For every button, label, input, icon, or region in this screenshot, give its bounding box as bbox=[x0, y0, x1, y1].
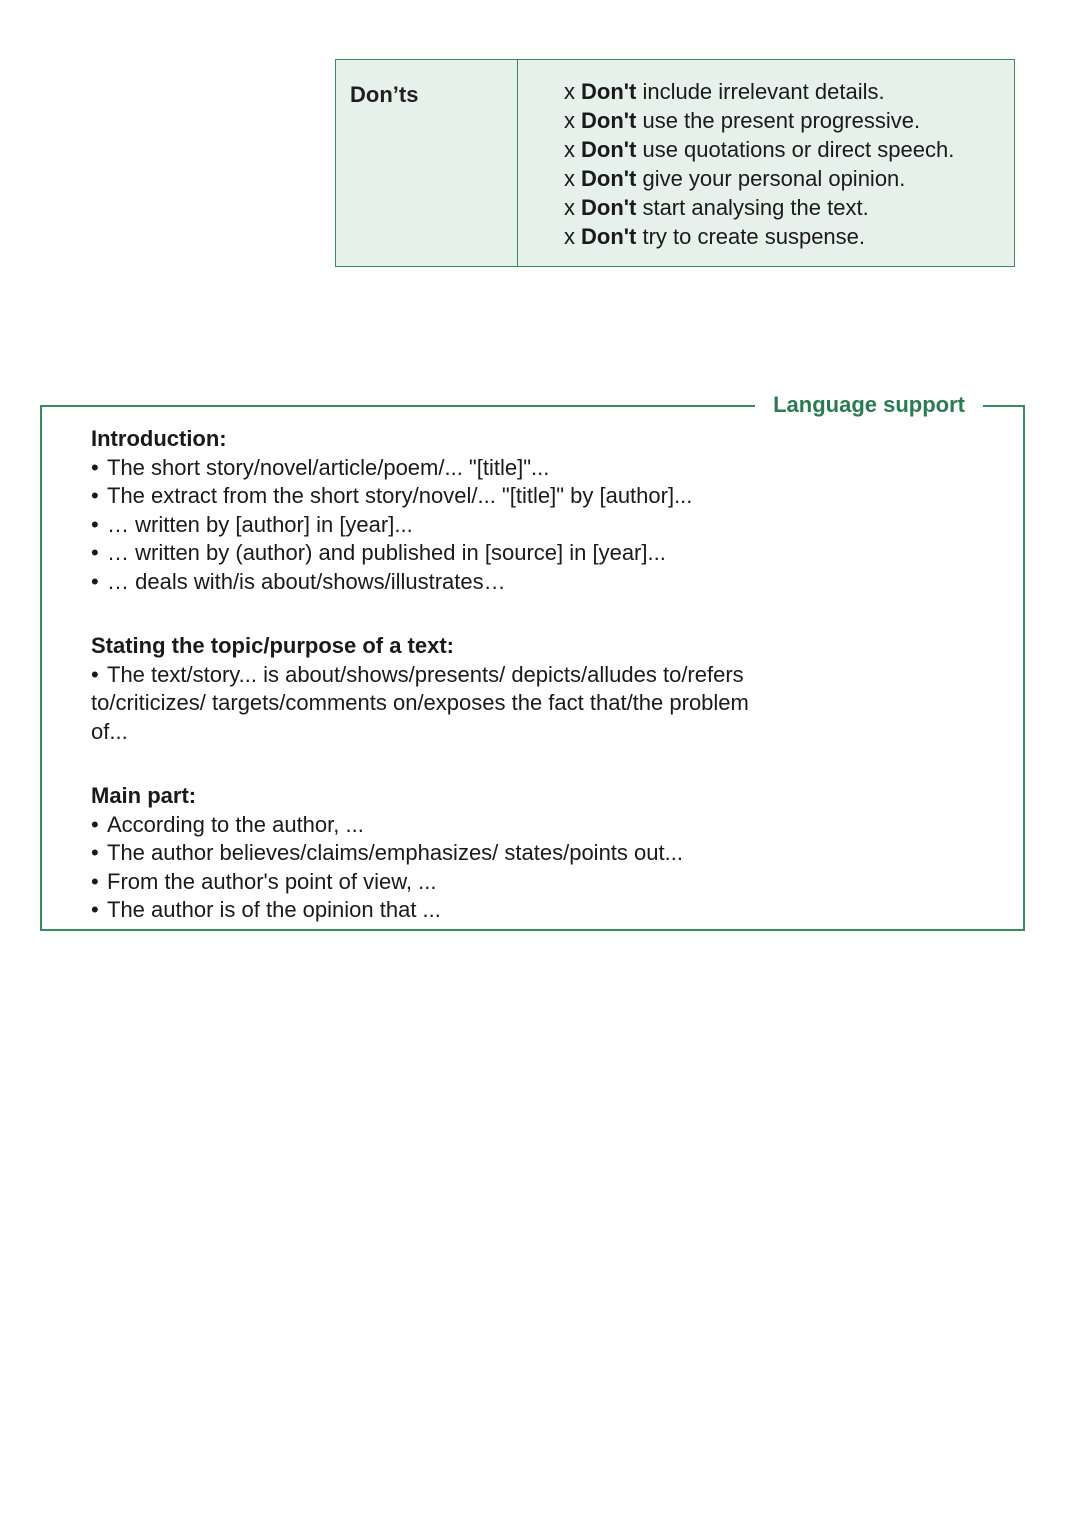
phrase-item bbox=[91, 511, 791, 540]
phrase-item bbox=[91, 482, 791, 511]
bullet: • bbox=[91, 868, 99, 894]
dont-text: include irrelevant details. bbox=[642, 79, 885, 104]
dont-item bbox=[564, 193, 1014, 222]
dont-item bbox=[564, 77, 1014, 106]
phrase-text: The author is of the opinion that ... bbox=[107, 897, 441, 922]
dont-keyword: Don't bbox=[581, 166, 637, 191]
dont-keyword: Don't bbox=[581, 195, 637, 220]
phrase-text: From the author's point of view, ... bbox=[107, 868, 437, 894]
phrase-item bbox=[91, 868, 791, 897]
dont-item bbox=[564, 135, 1014, 164]
section-introduction bbox=[91, 425, 791, 596]
phrase-item bbox=[91, 454, 791, 483]
donts-list bbox=[518, 60, 1014, 266]
phrase-text: The text/story... is about/shows/presents/ depicts/alludes to/refers to/criticizes/ targets/comments on/exposes the fact that/the problem of... bbox=[91, 661, 749, 744]
bullet: • bbox=[91, 511, 99, 537]
dont-text: use the present progressive. bbox=[642, 108, 921, 133]
phrase-text: … written by [author] in [year]... bbox=[107, 511, 413, 537]
phrase-text: The extract from the short story/novel/... "[title]" by [author]... bbox=[107, 483, 693, 508]
x-mark: x bbox=[564, 166, 575, 191]
x-mark: x bbox=[564, 195, 575, 220]
section-heading: Stating the topic/purpose of a text: bbox=[91, 633, 455, 658]
x-mark: x bbox=[564, 224, 575, 249]
dont-keyword: Don't bbox=[581, 137, 637, 162]
dont-text: give your personal opinion. bbox=[642, 166, 906, 191]
phrase-item bbox=[91, 568, 791, 597]
phrase-item bbox=[91, 539, 791, 568]
x-mark: x bbox=[564, 137, 575, 162]
x-mark: x bbox=[564, 108, 575, 133]
bullet: • bbox=[91, 661, 99, 687]
phrase-item bbox=[91, 661, 751, 747]
donts-table bbox=[335, 59, 1015, 267]
bullet: • bbox=[91, 540, 99, 565]
bullet: • bbox=[91, 897, 99, 922]
section-heading: Introduction: bbox=[91, 426, 227, 451]
language-support-content bbox=[91, 425, 791, 925]
phrase-text: The short story/novel/article/poem/... "[title]"... bbox=[107, 454, 550, 480]
phrase-text: According to the author, ... bbox=[107, 811, 364, 837]
section-main-part bbox=[91, 782, 791, 925]
phrase-item bbox=[91, 896, 791, 925]
dont-keyword: Don't bbox=[581, 224, 637, 249]
bullet: • bbox=[91, 483, 99, 508]
dont-text: try to create suspense. bbox=[642, 224, 866, 249]
phrase-text: The author believes/claims/emphasizes/ states/points out... bbox=[107, 840, 683, 865]
dont-text: start analysing the text. bbox=[642, 195, 869, 220]
dont-keyword: Don't bbox=[581, 108, 637, 133]
dont-item bbox=[564, 222, 1014, 251]
phrase-text: … written by (author) and published in [source] in [year]... bbox=[107, 540, 666, 565]
dont-keyword: Don't bbox=[581, 79, 637, 104]
x-mark: x bbox=[564, 79, 575, 104]
dont-item bbox=[564, 164, 1014, 193]
phrase-text: … deals with/is about/shows/illustrates… bbox=[107, 568, 506, 594]
phrase-item bbox=[91, 811, 791, 840]
bullet: • bbox=[91, 454, 99, 480]
language-support-title: Language support bbox=[755, 388, 983, 422]
language-support-box bbox=[40, 392, 1025, 931]
dont-text: use quotations or direct speech. bbox=[642, 137, 955, 162]
bullet: • bbox=[91, 840, 99, 865]
bullet: • bbox=[91, 811, 99, 837]
phrase-item bbox=[91, 839, 791, 868]
dont-item bbox=[564, 106, 1014, 135]
donts-label: Don’ts bbox=[336, 60, 518, 266]
section-heading: Main part: bbox=[91, 783, 197, 808]
bullet: • bbox=[91, 568, 99, 594]
section-topic-purpose bbox=[91, 632, 791, 746]
